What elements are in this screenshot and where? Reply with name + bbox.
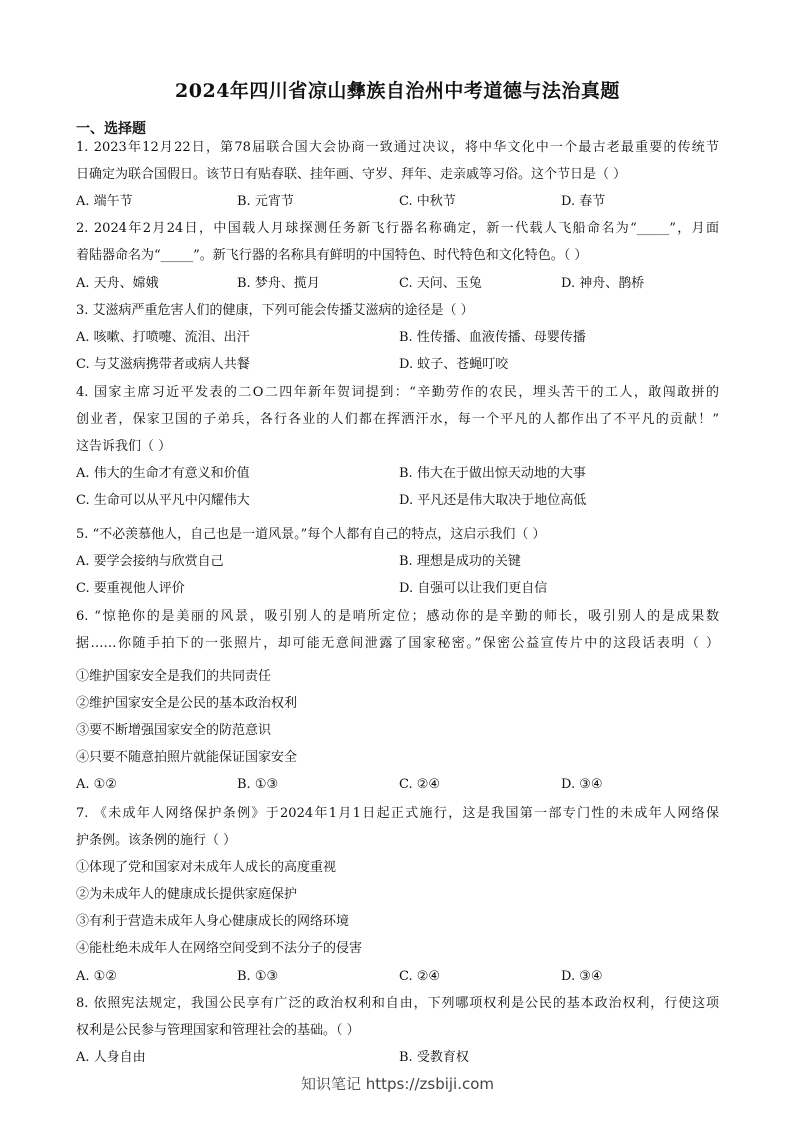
question-6-option-a: A. ①② <box>76 777 117 792</box>
question-6-statement-2: ②维护国家安全是公民的基本政治权利 <box>76 696 298 711</box>
question-7-line-1: 7. 《未成年人网络保护条例》于2024年1月1日起正式施行，这是我国第一部专门性的未成年人网络保 <box>76 806 719 821</box>
question-5-option-b: B. 理想是成功的关键 <box>399 554 521 569</box>
page-title: 2024年四川省凉山彝族自治州中考道德与法治真题 <box>175 80 620 102</box>
question-1-line-1: 1. 2023年12月22日，第78届联合国大会协商一致通过决议，将中华文化中一个最古老最重要的传统节 <box>76 140 719 155</box>
section-heading: 一、选择题 <box>76 121 146 137</box>
question-3-option-a: A. 咳嗽、打喷嚏、流泪、出汗 <box>76 330 250 345</box>
question-2-line-2: 着陆器命名为“_____”。新飞行器的名称具有鲜明的中国特色、时代特色和文化特色。（ ） <box>76 248 588 263</box>
question-7-statement-3: ③有利于营造未成年人身心健康成长的网络环境 <box>76 914 350 929</box>
question-3-option-d: D. 蚊子、苍蝇叮咬 <box>399 357 509 372</box>
question-7-option-a: A. ①② <box>76 969 117 984</box>
question-4-option-d: D. 平凡还是伟大取决于地位高低 <box>399 493 587 508</box>
question-5-option-a: A. 要学会接纳与欣赏自己 <box>76 554 224 569</box>
question-7-statement-2: ②为未成年人的健康成长提供家庭保护 <box>76 887 298 902</box>
question-1-option-b: B. 元宵节 <box>237 194 294 209</box>
question-1-option-a: A. 端午节 <box>76 194 133 209</box>
question-1-line-2: 日确定为联合国假日。该节日有贴春联、挂年画、守岁、拜年、走亲戚等习俗。这个节日是（ ） <box>76 167 627 182</box>
question-1-option-c: C. 中秋节 <box>399 194 456 209</box>
question-8-line-2: 权利是公民参与管理国家和管理社会的基础。（ ） <box>76 1023 360 1038</box>
question-6-statement-4: ④只要不随意拍照片就能保证国家安全 <box>76 750 298 765</box>
question-7-statement-1: ①体现了党和国家对未成年人成长的高度重视 <box>76 860 337 875</box>
question-4-line-1: 4. 国家主席习近平发表的二O二四年新年贺词提到：“辛勤劳作的农民，埋头苦干的工人，敢闯敢拼的 <box>76 385 719 400</box>
watermark: 知识笔记 https://zsbiji.com <box>300 1075 495 1093</box>
question-4-option-c: C. 生命可以从平凡中闪耀伟大 <box>76 493 250 508</box>
question-6-line-2: 据……你随手拍下的一张照片，却可能无意间泄露了国家秘密。”保密公益宣传片中的这段话表明（ ） <box>76 636 719 651</box>
question-2-line-1: 2. 2024年2月24日，中国载人月球探测任务新飞行器名称确定，新一代载人飞船命名为“_____”，月面 <box>76 221 719 236</box>
question-4-option-a: A. 伟大的生命才有意义和价值 <box>76 466 250 481</box>
question-7-option-c: C. ②④ <box>399 969 441 984</box>
question-2-option-a: A. 天舟、嫦娥 <box>76 276 159 291</box>
question-4-line-3: 这告诉我们（ ） <box>76 439 172 454</box>
question-6-option-c: C. ②④ <box>399 777 441 792</box>
question-5-line-1: 5. “不必羡慕他人，自己也是一道风景。”每个人都有自己的特点，这启示我们（ ） <box>76 527 546 542</box>
question-6-statement-3: ③要不断增强国家安全的防范意识 <box>76 723 272 738</box>
question-4-option-b: B. 伟大在于做出惊天动地的大事 <box>399 466 586 481</box>
question-7-line-2: 护条例。该条例的施行（ ） <box>76 833 237 848</box>
question-7-option-b: B. ①③ <box>237 969 279 984</box>
question-2-option-b: B. 梦舟、揽月 <box>237 276 320 291</box>
question-2-option-d: D. 神舟、鹊桥 <box>561 276 645 291</box>
question-3-line-1: 3. 艾滋病严重危害人们的健康，下列可能会传播艾滋病的途径是（ ） <box>76 303 474 318</box>
question-6-line-1: 6. “惊艳你的是美丽的风景，吸引别人的是哨所定位；感动你的是辛勤的师长，吸引别人的是成果数 <box>76 609 719 624</box>
question-8-option-a: A. 人身自由 <box>76 1050 146 1065</box>
question-5-option-d: D. 自强可以让我们更自信 <box>399 581 548 596</box>
question-6-option-b: B. ①③ <box>237 777 279 792</box>
question-6-option-d: D. ③④ <box>561 777 603 792</box>
question-4-line-2: 创业者，保家卫国的子弟兵，各行各业的人们都在挥洒汗水，每一个平凡的人都作出了不平凡的贡献！” <box>76 412 719 427</box>
question-6-statement-1: ①维护国家安全是我们的共同责任 <box>76 669 272 684</box>
question-7-statement-4: ④能杜绝未成年人在网络空间受到不法分子的侵害 <box>76 941 363 956</box>
question-8-option-b: B. 受教育权 <box>399 1050 469 1065</box>
question-1-option-d: D. 春节 <box>561 194 606 209</box>
question-8-line-1: 8. 依照宪法规定，我国公民享有广泛的政治权利和自由，下列哪项权利是公民的基本政治权利，行使这项 <box>76 996 719 1011</box>
question-5-option-c: C. 要重视他人评价 <box>76 581 185 596</box>
question-7-option-d: D. ③④ <box>561 969 603 984</box>
question-3-option-c: C. 与艾滋病携带者或病人共餐 <box>76 357 250 372</box>
question-3-option-b: B. 性传播、血液传播、母婴传播 <box>399 330 586 345</box>
question-2-option-c: C. 天问、玉兔 <box>399 276 482 291</box>
